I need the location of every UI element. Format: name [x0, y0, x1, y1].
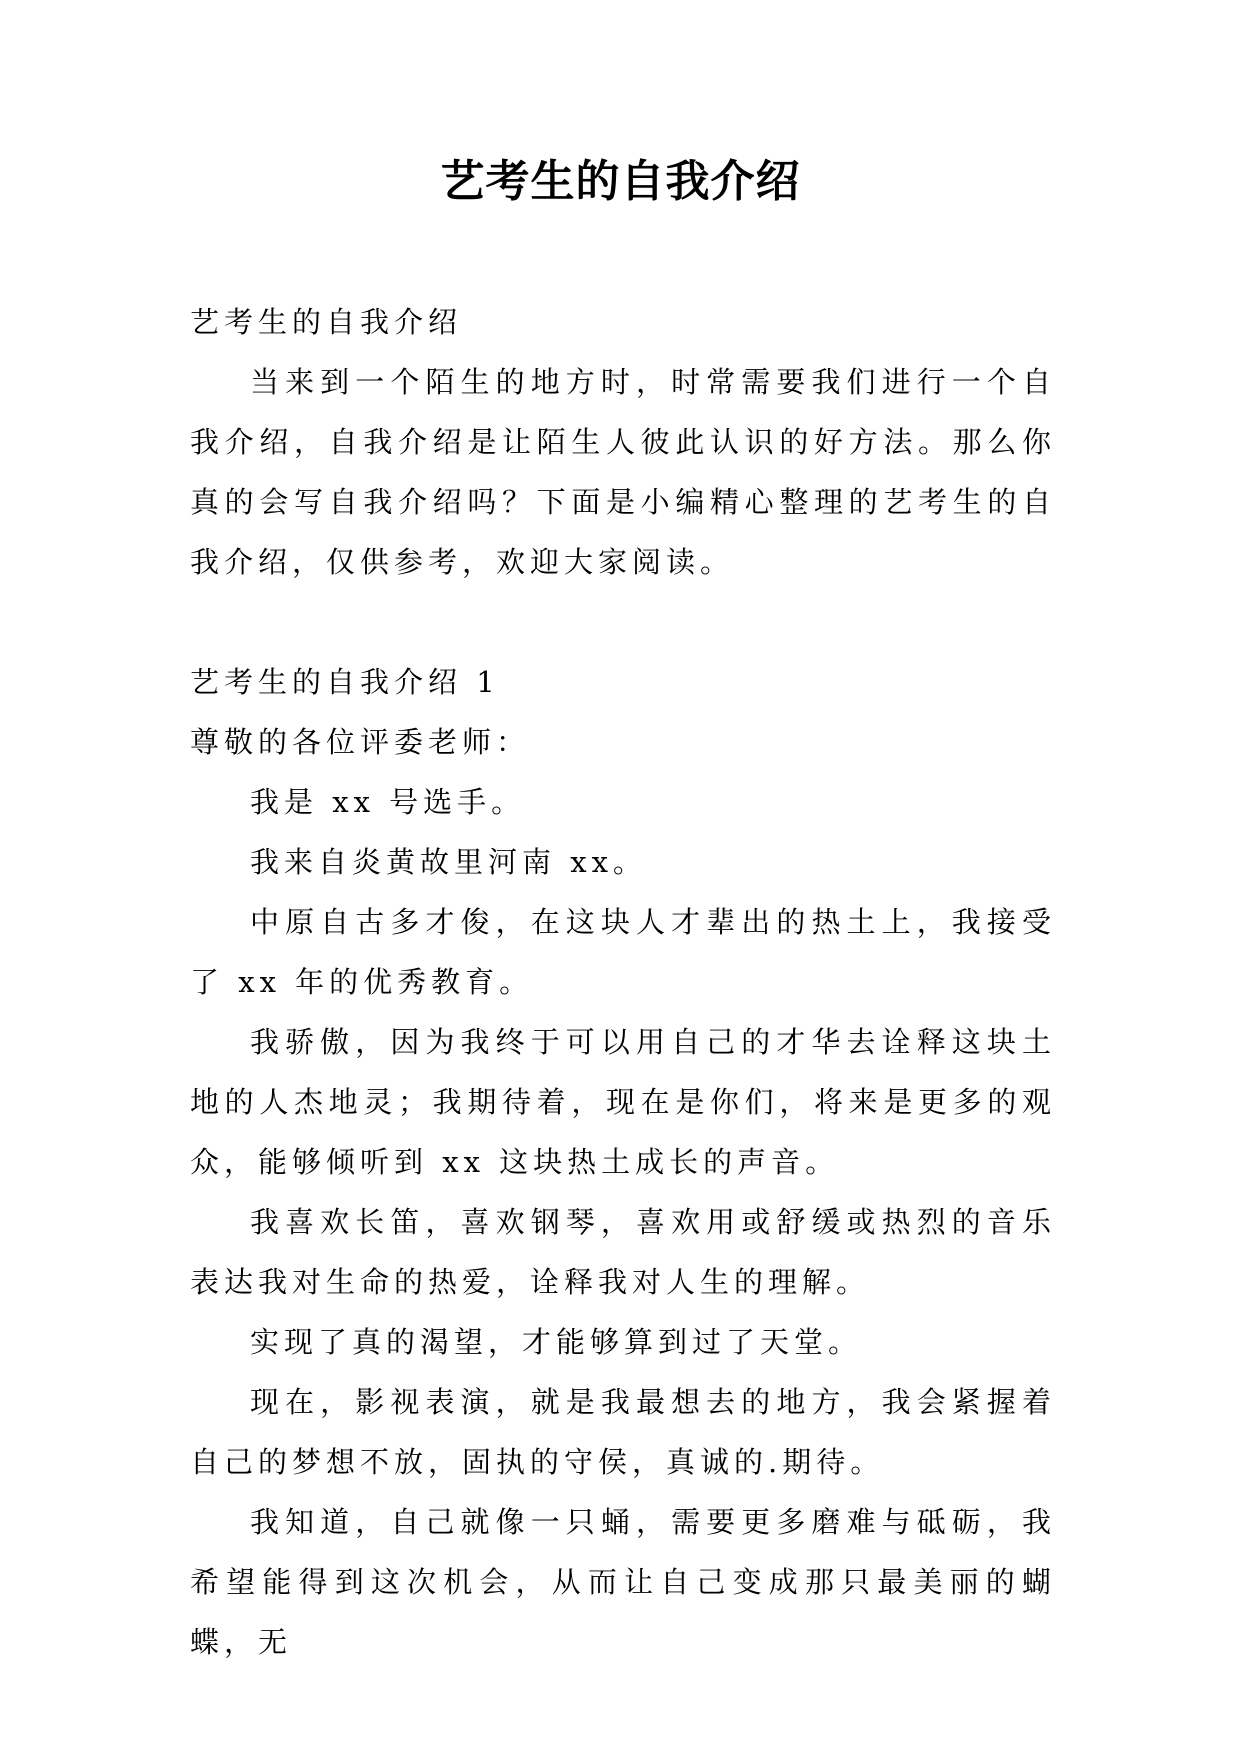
paragraph: 实现了真的渴望，才能够算到过了天堂。: [250, 1325, 863, 1359]
paragraph: 我是 xx 号选手。: [250, 785, 526, 819]
paragraph: 我来自炎黄故里河南 xx。: [250, 845, 647, 879]
paragraph: 中原自古多才俊，在这块人才辈出的热土上，我接受了 xx 年的优秀教育。: [190, 905, 1056, 999]
document-title: 艺考生的自我介绍: [440, 156, 801, 207]
paragraph: 我喜欢长笛，喜欢钢琴，喜欢用或舒缓或热烈的音乐表达我对生命的热爱，诠释我对人生的理解。: [190, 1205, 1056, 1299]
paragraph: 现在，影视表演，就是我最想去的地方，我会紧握着自己的梦想不放，固执的守侯，真诚的.期待。: [190, 1385, 1056, 1479]
intro-paragraph: 当来到一个陌生的地方时，时常需要我们进行一个自我介绍，自我介绍是让陌生人彼此认识的好方法。那么你真的会写自我介绍吗？下面是小编精心整理的艺考生的自我介绍，仅供参考，欢迎大家阅读。: [190, 365, 1056, 579]
salutation: 尊敬的各位评委老师：: [190, 725, 531, 759]
paragraph: 我骄傲，因为我终于可以用自己的才华去诠释这块土地的人杰地灵；我期待着，现在是你们，将来是更多的观众，能够倾听到 xx 这块热土成长的声音。: [190, 1025, 1056, 1179]
section-heading: 艺考生的自我介绍 1: [190, 665, 500, 699]
subtitle: 艺考生的自我介绍: [190, 305, 463, 339]
paragraph: 我知道，自己就像一只蛹，需要更多磨难与砥砺，我希望能得到这次机会，从而让自己变成那只最美丽的蝴蝶，无: [190, 1505, 1056, 1659]
document-body: [190, 292, 1056, 1672]
